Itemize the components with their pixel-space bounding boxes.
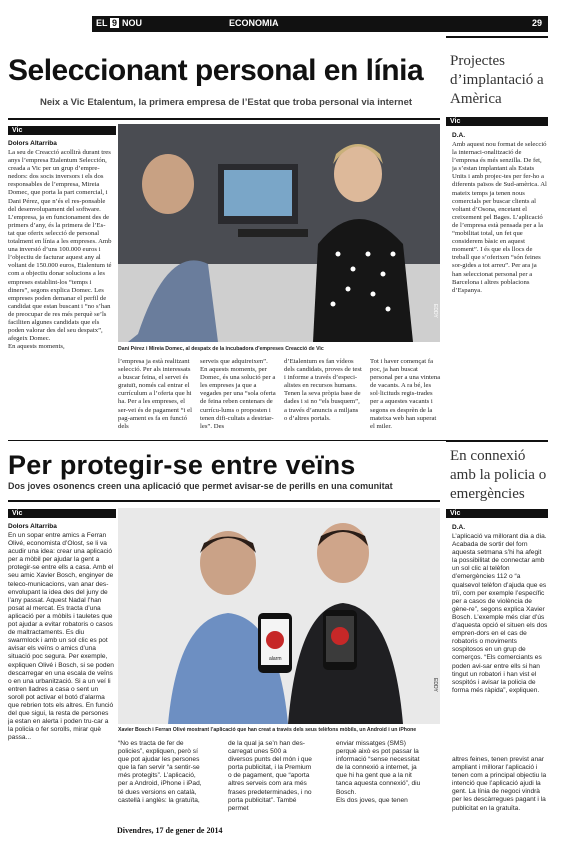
sidebar2-text: L’aplicació va millorant dia a dia. Acabada de sortir del forn aquesta setmana s’hi ha afegit la possibilitat de connectar amb un sol clic al telèfon d’emergències 112 o “a qualsevol telèfon d’ajuda que es triï, com per exemple l’específic per a casos de violència de gène-re”, segons explica Xavier Bosch. L’exemple més clar d’ús d’aquesta opció el situen els dos empren-dors en el cas de robatoris o moviments sospitosos en un grup de comerços. “Els comerciants es poden avi-sar entre ells si han tingut un robatori i han vist el sospitós i avisar la policia de forma més ràpida”, expliquen. <box>452 533 548 694</box>
header-rule <box>92 31 548 32</box>
phone1-app-label: alarm <box>269 656 282 662</box>
sidebar1-text: Amb aquest nou format de selecció la internaci-onalització de l’empresa és més senzilla. De fet, ja s’estan implantant als Estats Units i amb projec-tes per fer-ho a diferents països de Sud-amèrica. Al mateix temps ja tenen nous comercials per buscar clients al voltant d’Osona, encetant el creixement pel Bages. L’aplicació de l’empresa està pensada per a la “mobilitat total, un fet que considerem bàsic en aquest moment”. I és que els llocs de treball que s’oferixen “són feines sor-gides a tot arreu”. Per ara ja han seleccionat personal per a Barcelona i altres poblacions d’Espanya. <box>452 141 547 294</box>
sidebar2-location: Vic <box>446 509 548 518</box>
article2-col1: En un sopar entre amics a Ferran Olivé, economista d’Olost, se li va acudir una idea: crear una aplicació per a mòbil per ajudar la gent a protegir-se entre ells a casa. Amb el seu amic Xavier Bosch, enginyer de teleco-municacions, van anar des-envolupant la idea des del juny de l’any passat. Aquest Nadal l’han posat al mercat. Es tracta d’una aplicació per a mòbils i tauletes que pot ajudar a evitar robatoris o casos de maltractaments. Es diu swarmlock i amb un sol clic es pot avisar els veïns o amics d’una situació poc segura. Per exemple, expliquen Olivé i Bosch, si se poden descarregar en una escala de veïns o en una urbanització. Si a un veí li entren lladres a casa o sent un soroll pot activar el botó d’alarma que rebrien tots els altres. En funció del que sigui, la resta de persones ja estan en alerta i poden tru-car a la policia o fer sorolls, mirar què passa... <box>8 532 114 742</box>
article1-photo <box>118 124 440 342</box>
article1-rule <box>8 118 440 120</box>
article2-photo <box>118 508 440 724</box>
photo1-credit: EDDY <box>432 304 438 318</box>
article2-subheadline: Dos joves osonencs creen una aplicació que permet avisar-se de perills en una comunitat <box>8 481 393 491</box>
article2-byline: Dolors Altarriba <box>8 523 57 530</box>
article2-col5: altres feines, tenen previst anar ampliant i millorar l’aplicació i tenen com a principal objectiu la intenció que l’aplicació ajudi la gent. La línia de negoci vindrà per les descàrregues pagant i la publicitat en la gratuïta. <box>452 756 547 812</box>
article1-caption: Dani Pérez i Mireia Domec, al despatx de la incubadora d’empreses Creacció de Vic <box>118 346 324 352</box>
section-name: ECONOMIA <box>229 18 279 28</box>
article1-col1: La seu de Creacció acollirà durant tres anys l’empresa Etalentum Selección, creada a Vic per un grup d’empre-nedors: dos socis inversors i els dos responsables de l’empresa, Mireia Domec, que porta la part comercial, i Dani Pérez, que n’és el res-ponsable del desenvolupament del software. L’empresa, ja en funcionament des de primers d’any, és la primera de l’Es-tat que oferix selecció de personal totalment en línia a les empreses. Amb una inversió d’uns 100.000 euros i l’objectiu de facturar aquest any al voltant de 150.000 euros, Etalentum té com a objectiu donar solucions a les empreses establint-los “temps i diners”, segons explica Domec. Les empreses poden demanar el perfil de candidat que estan buscant i “no s’han de preocupar de res més perquè se’ls faciliten algunes candidats que els poden valorar des del seu despatx”, afegeix Domec. En aquests moments, <box>8 149 112 351</box>
paper-suffix: NOU <box>122 18 142 28</box>
article1-col3: serveis que adquireixen”. En aquests moments, per Domec, és una solució per a les empreses ja que a vegades per una “sola oferta de feina reben centenars de currícu-lums o proposten i tenen difi-cultats a destriar-les”. Des <box>200 358 276 430</box>
sidebar2-rule <box>446 440 548 442</box>
article1-col4: d’Etalentum es fan vídeos dels candidats, proves de test i informe a través d’especi-alistes en recursos humans. Tenen la seva pròpia base de dades i si no “els busquem”, a través d’anuncis a miljans o d’altres portals. <box>284 358 362 422</box>
article1-headline: Seleccionant personal en línia <box>8 54 424 87</box>
sidebar1-title: Projectes d’implantació a Amèrica <box>450 53 544 107</box>
sidebar1-byline: D.A. <box>452 132 465 139</box>
article1-byline: Dolors Altarriba <box>8 140 57 147</box>
article2-col3: de la qual ja se’n han des-carregat unes 500 a diversos punts del món i que porta publicitat, i la Premium o de pagament, que “aporta altres serveis com ara més frases predeterminades, i no porta publicitat”. També permet <box>228 740 312 812</box>
sidebar2-title: En connexió amb la policia o emergències <box>450 448 547 502</box>
paper-name: EL <box>96 18 108 28</box>
article1-location: Vic <box>8 126 116 135</box>
article1-col2: l’empresa ja està realitzant selecció. Per als interessats a buscar feina, el servei és gratuït, només cal entrar el currículum a l’oferta que hi ha. Per a les empreses, el ser-vei és de pagament “i el pag-ament es fa en funció dels <box>118 358 192 430</box>
article2-rule <box>8 500 440 502</box>
sidebar1-rule <box>446 36 548 38</box>
header-bar <box>92 16 548 31</box>
sidebar2-byline: D.A. <box>452 524 465 531</box>
article2-location: Vic <box>8 509 116 518</box>
article1-col5: Tot i haver començat fa poc, ja han buscat personal per a una vintena de vacants. A ra bé, les sol·licituds regis-trades per a aquestes vacants i segons es desprèn de la mateixa web han superat el miler. <box>370 358 441 430</box>
paper-number: 9 <box>112 18 118 28</box>
photo2-credit: EDDY <box>432 678 438 692</box>
footer-date: Divendres, 17 de gener de 2014 <box>117 826 223 835</box>
page-number: 29 <box>531 18 542 28</box>
article2-headline: Per protegir-se entre veïns <box>8 450 356 480</box>
article2-col4: enviar missatges (SMS) perquè això es pot passar la informació “sense necessitat de la connexió a internet, ja que hi ha gent que a la nit tanca aquesta connexió”, diu Bosch. Els dos joves, que tenen <box>336 740 421 804</box>
article1-subheadline: Neix a Vic Etalentum, la primera empresa de l’Estat que troba personal via internet <box>40 97 413 108</box>
sidebar1-location: Vic <box>446 117 548 126</box>
article2-caption: Xavier Bosch i Ferran Olivé mostrant l’aplicació que han creat a través dels seus telèfons mòbils, un Android i un iPhone <box>118 727 417 733</box>
article2-col2: “No es tracta de fer de policies”, expliquen, però sí que pot ajudar les persones que la fan servir “a sentir-se més protegits”. L’aplicació, per a Android, iPhone i iPad, té dues versions en català, castellà i anglès: la gratuïta, <box>118 740 202 804</box>
